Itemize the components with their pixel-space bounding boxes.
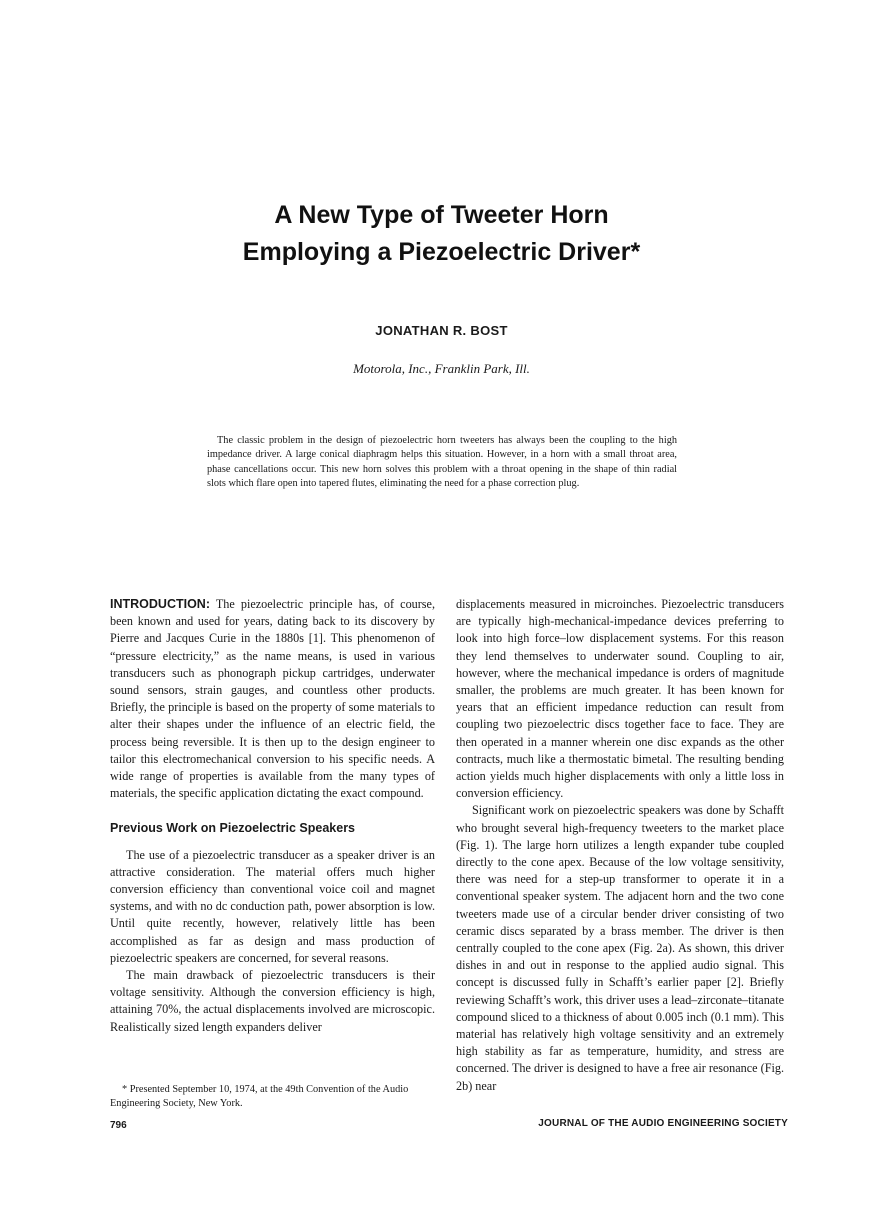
title-line-1: A New Type of Tweeter Horn (274, 201, 609, 229)
author-affiliation: Motorola, Inc., Franklin Park, Ill. (353, 361, 530, 376)
title-line-2: Employing a Piezoelectric Driver* (242, 238, 641, 266)
abstract (207, 434, 677, 491)
footnote-text: * Presented September 10, 1974, at the 49th Convention of the Audio Engineering Society, New York. (110, 1084, 409, 1109)
journal-name: JOURNAL OF THE AUDIO ENGINEERING SOCIETY (538, 1118, 788, 1129)
paragraph-previous-work-1: The use of a piezoelectric transducer as a speaker driver is an attractive consideration. The material offers much higher conversion efficiency than conventional voice coil and magnet systems, and with no dc conduction path, power absorption is low. Until quite recently, however, relatively little has been accomplished as far as design and mass production of piezoelectric speakers are concerned, for several reasons. (110, 847, 435, 965)
paragraph-previous-work-2: The main drawback of piezoelectric transducers is their voltage sensitivity. Although the conversion efficiency is high, attaining 70%, the actual displacements involved are microscopic. Realistically sized length expanders deliver (110, 968, 435, 1034)
intro-paragraph (110, 596, 435, 802)
paragraph-right-2: Significant work on piezoelectric speakers was done by Schafft who brought several high-frequency tweeters to the market place (Fig. 1). The large horn utilizes a length expander tube coupled directly to the cone apex. Because of the low voltage sensitivity, there was need for a step-up transformer to operate it in a conventional speaker system. The adjacent horn and the two cone tweeters made use of a circular bender driver consisting of two ceramic discs separated by a brass member. The driver is then centrally coupled to the cone apex (Fig. 2a). As shown, this driver dishes in and out in response to the applied audio signal. This concept is discussed fully in Schafft’s earlier paper [2]. Briefly reviewing Schafft’s work, this driver uses a lead–zirconate–titanate compound sliced to a thickness of about 0.005 inch (0.1 mm). This material has relatively high voltage sensitivity and an extremely high stability as far as temperature, humidity, and stress are concerned. The driver is designed to have a free air resonance (Fig. 2b) near (456, 803, 784, 1093)
footnote (110, 1083, 440, 1111)
intro-text: The piezoelectric principle has, of course, been known and used for years, dating back to its discovery by Pierre and Jacques Curie in the 1880s [1]. This phenomenon of “pressure electricity,” as the name means, is used in various transducers such as phonograph pickup cartridges, underwater sound sensors, strain gauges, and countless other products. Briefly, the principle is based on the property of some materials to alter their shapes under the influence of an electric field, the process being reversible. It is then up to the design engineer to tailor this electromechanical conversion to his specific needs. A wide range of properties is available from the many types of materials, the specific application dictating the exact compound. (110, 597, 436, 801)
author-name: JONATHAN R. BOST (375, 323, 508, 338)
abstract-text: The classic problem in the design of piezoelectric horn tweeters has always been the coupling to the high impedance driver. A large conical diaphragm helps this situation. However, in a horn with a small throat area, phase cancellations occur. This new horn solves this problem with a throat opening in the shape of thin radial slots which flare open into tapered flutes, eliminating the need for a phase correction plug. (207, 435, 677, 489)
paragraph-right-1: displacements measured in microinches. Piezoelectric transducers are typically high-mechanical-impedance devices preferring to look into high force–low displacement systems. For this reason they lend themselves to underwater sound. Coupling to air, however, where the mechanical impedance is orders of magnitude smaller, the problems are much greater. It has been known for years that an efficient impedance reduction can result from coupling two piezoelectric discs together face to face. They are then operated in a manner wherein one disc expands as the other contracts, much like a thermostatic bimetal. The resulting bending action yields much higher displacements with only a little loss in conversion efficiency. (456, 597, 784, 801)
page-number: 796 (110, 1120, 127, 1131)
intro-label: INTRODUCTION: (110, 597, 210, 611)
right-column (456, 596, 784, 1095)
left-column (110, 596, 435, 1036)
section-heading: Previous Work on Piezoelectric Speakers (110, 821, 356, 836)
